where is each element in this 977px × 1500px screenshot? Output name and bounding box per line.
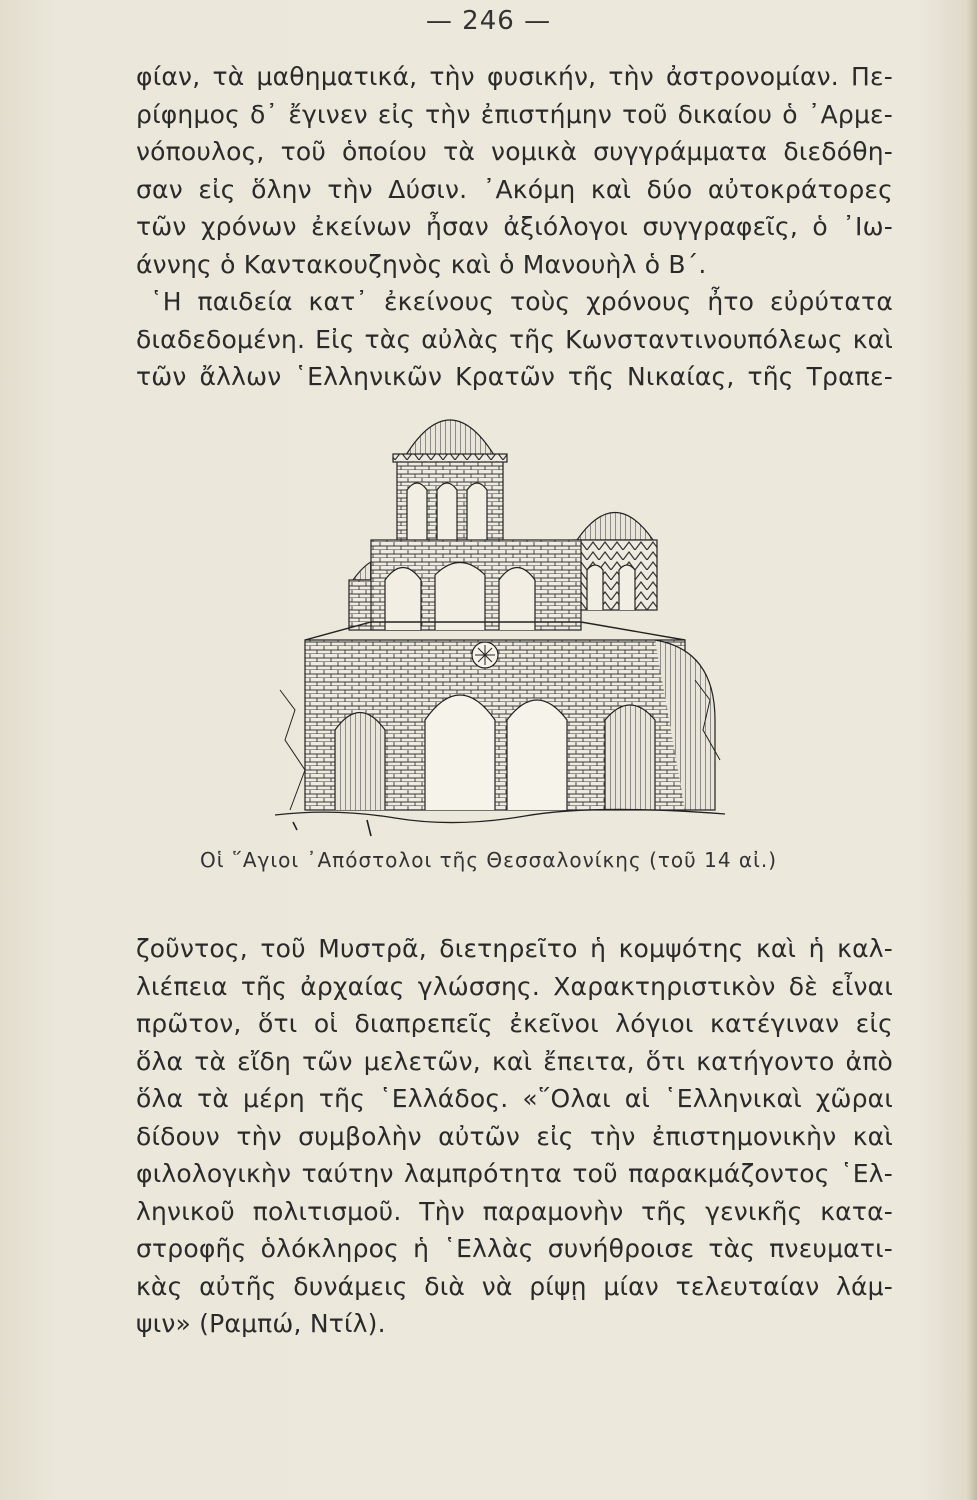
text-line: φίαν, τὰ μαθηματικά, τὴν φυσικήν, τὴν ἀστρονομίαν. Πε-	[136, 62, 893, 91]
church-illustration	[275, 390, 725, 840]
text-line: φιλολογικὴν ταύτην λαμπρότητα τοῦ παρακμάζοντος ῾Ελ-	[136, 1159, 893, 1188]
text-line: στροφῆς ὁλόκληρος ἡ ῾Ελλὰς συνήθροισε τὰς πνευματι-	[136, 1234, 893, 1263]
page-number: — 246 —	[425, 6, 552, 36]
text-line: ὅλα τὰ μέρη τῆς ῾Ελλάδος. «῞Ολαι αἱ ῾Ελληνικαὶ χῶραι	[136, 1084, 893, 1113]
text-line: σαν εἰς ὅλην τὴν Δύσιν. ᾿Ακόμη καὶ δύο αὐτοκράτορες	[136, 174, 893, 204]
text-line: τῶν ἄλλων ῾Ελληνικῶν Κρατῶν τῆς Νικαίας, τῆς Τραπε-	[136, 362, 893, 391]
text-line: ληνικοῦ πολιτισμοῦ. Τὴν παραμονὴν τῆς γενικῆς κατα-	[136, 1196, 893, 1226]
church-drawing	[275, 420, 725, 836]
page-edge-shadow	[967, 0, 977, 1500]
text-line: πρῶτον, ὅτι οἱ διαπρεπεῖς ἐκεῖνοι λόγιοι κατέγιναν εἰς	[136, 1009, 893, 1038]
text-line: δίδουν τὴν συμβολὴν αὐτῶν εἰς τὴν ἐπιστημονικὴν καὶ	[136, 1121, 893, 1151]
text-line: διαδεδομένη. Εἰς τὰς αὐλὰς τῆς Κωνσταντινουπόλεως καὶ	[136, 324, 893, 354]
text-line: τῶν χρόνων ἐκείνων ἦσαν ἀξιόλογοι συγγραφεῖς, ὁ ᾿Ιω-	[136, 212, 893, 241]
text-line: νόπουλος, τοῦ ὁποίου τὰ νομικὰ συγγράμματα διεδόθη-	[136, 137, 893, 166]
text-line: ρίφημος δ᾽ ἔγινεν εἰς τὴν ἐπιστήμην τοῦ δικαίου ὁ ᾿Αρμε-	[136, 99, 893, 129]
paragraph-lower	[136, 930, 893, 1343]
text-line: ὅλα τὰ εἴδη τῶν μελετῶν, καὶ ἔπειτα, ὅτι κατήγοντο ἀπὸ	[136, 1046, 893, 1076]
text-line: λιέπεια τῆς ἀρχαίας γλώσσης. Χαρακτηριστικὸν δὲ εἶναι	[136, 971, 893, 1001]
text-line: ῾Η παιδεία κατ᾽ ἐκείνους τοὺς χρόνους ἦτο εὐρύτατα	[150, 287, 893, 316]
text-line: άννης ὁ Καντακουζηνὸς καὶ ὁ Μανουὴλ ὁ Β΄.	[136, 249, 707, 279]
text-line: κὰς αὐτῆς δυνάμεις διὰ νὰ ρίψῃ μίαν τελευταίαν λάμ-	[136, 1271, 893, 1301]
figure-caption: Οἱ ῞Αγιοι ᾿Απόστολοι τῆς Θεσσαλονίκης (τοῦ 14 αἰ.)	[199, 848, 778, 872]
text-line: ζοῦντος, τοῦ Μυστρᾶ, διετηρεῖτο ἡ κομψότης καὶ ἡ καλ-	[136, 934, 893, 963]
paragraph-upper	[136, 58, 893, 396]
text-line: ψιν» (Ραμπώ, Ντίλ).	[136, 1309, 386, 1338]
